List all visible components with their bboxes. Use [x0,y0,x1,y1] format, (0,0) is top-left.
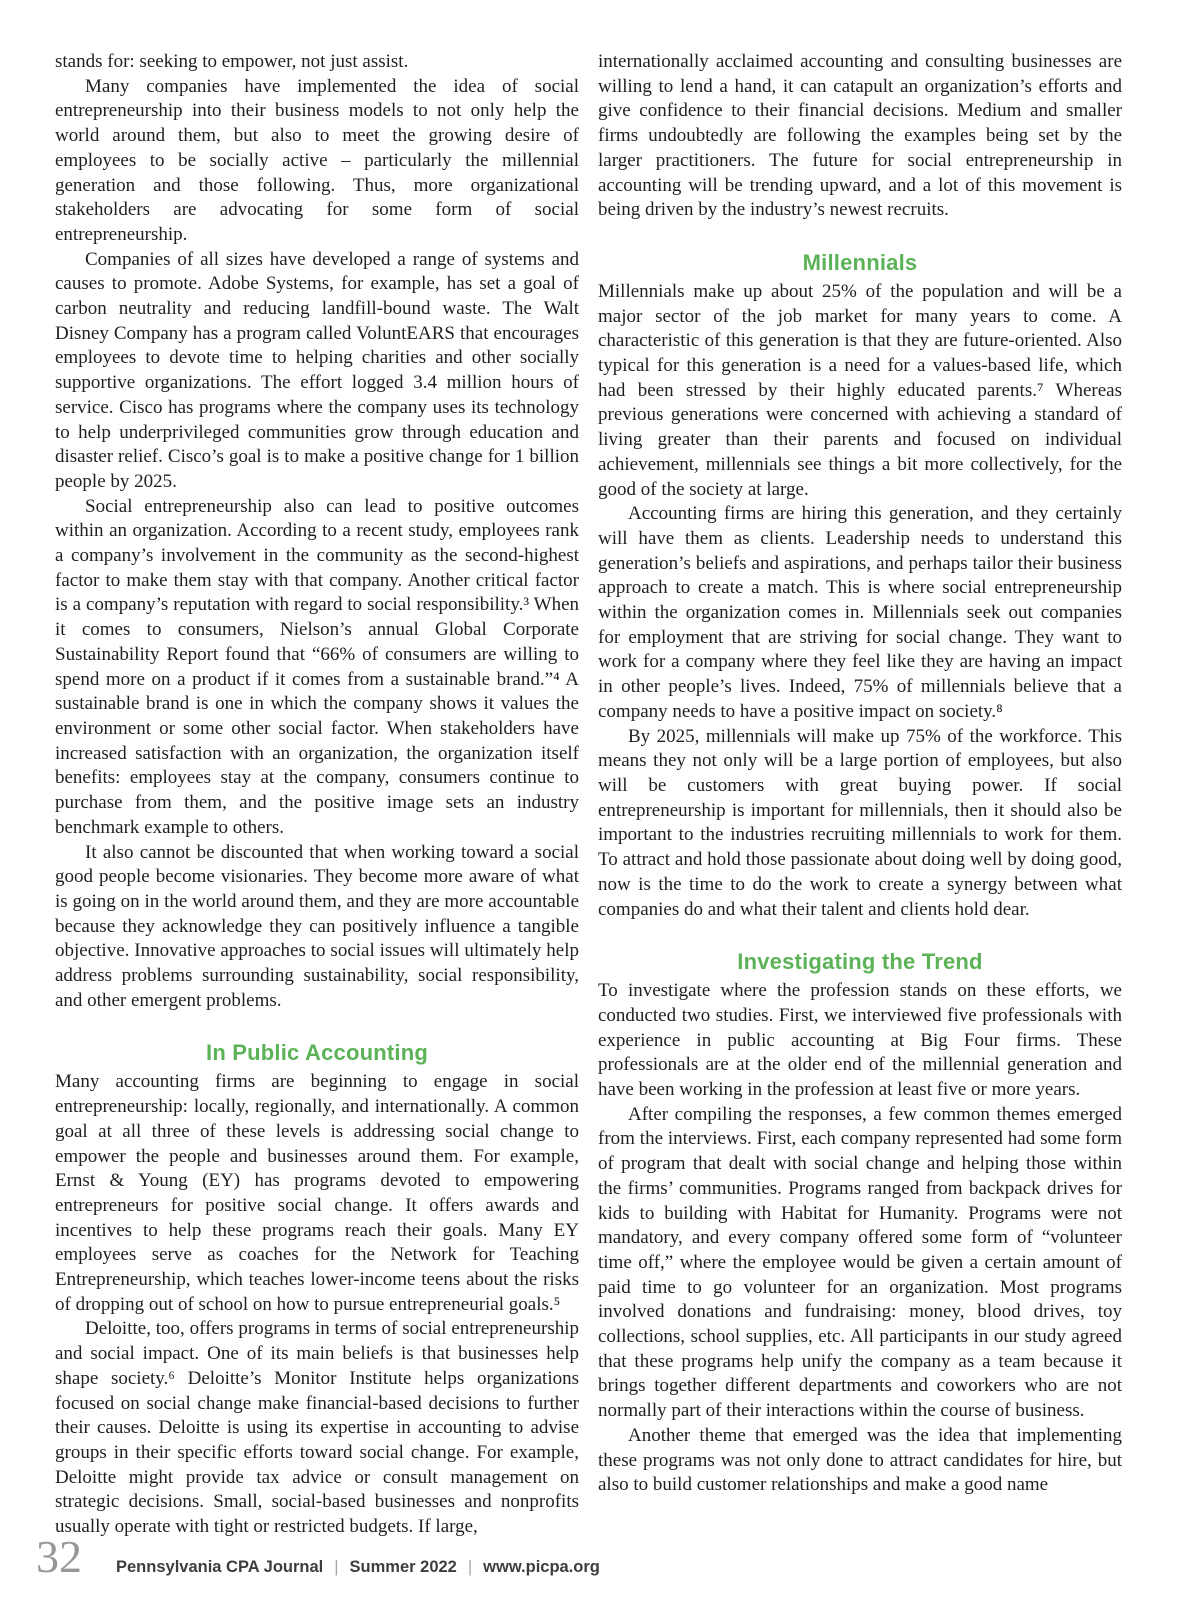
paragraph: Many accounting firms are beginning to engage in social entrepreneurship: locally, regionally, and internationally. A common goal at all three of these levels is addressing social change to empower the people and businesses around them. For example, Ernst & Young (EY) has programs devoted to empowering entrepreneurs for positive social change. It offers awards and incentives to help these programs reach their goals. Many EY employees serve as coaches for the Network for Teaching Entrepreneurship, which teaches lower-income teens about the risks of dropping out of school on how to pursue entrepreneurial goals.⁵ [55,1071,579,1315]
section-heading-investigating-the-trend: Investigating the Trend [737,949,983,975]
website-url: www.picpa.org [483,1558,600,1576]
paragraph: internationally acclaimed accounting and consulting businesses are willing to lend a hand, it can catapult an organization’s efforts and give confidence to their financial decisions. Medium and smaller firms undoubtedly are following the examples being set by the larger practitioners. The future for social entrepreneurship in accounting will be trending upward, and a lot of this movement is being driven by the industry’s newest recruits. [598,51,1122,221]
paragraph: Millennials make up about 25% of the population and will be a major sector of the job market for many years to come. A characteristic of this generation is that they are future-oriented. Also typical for this generation is a need for a values-based life, which had been stressed by their highly educated parents.⁷ Whereas previous generations were concerned with achieving a standard of living greater than their parents and focused on individual achievement, millennials see things a bit more collectively, for the good of the society at large. [598,280,1122,500]
issue-label: Summer 2022 [349,1558,457,1576]
paragraph: Another theme that emerged was the idea that implementing these programs was not only done to attract candidates for hire, but also to build customer relationships and make a good name [598,1424,1122,1496]
footer-separator: | [467,1558,473,1576]
footer-separator: | [334,1558,339,1576]
footer-meta [116,1558,600,1577]
paragraph: Deloitte, too, offers programs in terms of social entrepreneurship and social impact. One of its main beliefs is that businesses help shape society.⁶ Deloitte’s Monitor Institute helps organizations focused on social change make financial-based decisions to further their causes. Deloitte is using its expertise in accounting to advise groups in their specific efforts toward social change. For example, Deloitte might provide tax advice or consult management on strategic decisions. Small, social-based businesses and nonprofits usually operate with tight or restricted budgets. If large, [55,1318,579,1538]
right-column [598,50,1122,1540]
paragraph: By 2025, millennials will make up 75% of the workforce. This means they not only will be a large portion of employees, but also will be customers with great buying power. If social entrepreneurship is important for millennials, then it should also be important to the industries recruiting millennials to work for them. To attract and hold those passionate about doing well by doing good, now is the time to do the work to create a synergy between what companies do and what their talent and clients hold dear. [598,725,1122,920]
article-columns [55,50,1122,1540]
section-heading-millennials: Millennials [802,249,918,275]
journal-name: Pennsylvania CPA Journal [116,1558,324,1576]
paragraph: Many companies have implemented the idea of social entrepreneurship into their business models to not only help the world around them, but also to meet the growing desire of employees to be socially active – particularly the millennial generation and those following. Thus, more organizational stakeholders are advocating for some form of social entrepreneurship. [55,75,579,245]
left-column [55,50,579,1540]
paragraph: stands for: seeking to empower, not just assist. [55,51,409,72]
paragraph: After compiling the responses, a few common themes emerged from the interviews. First, each company represented had some form of program that dealt with social change and helping those within the firms’ communities. Programs ranged from backpack drives for kids to building with Habitat for Humanity. Programs were not mandatory, and every company offered some form of “volunteer time off,” where the employee would be given a certain amount of paid time to go volunteer for an organization. Most programs involved donations and fundraising: money, blood drives, toy collections, school supplies, etc. All participants in our study agreed that these programs help unify the company as a team because it brings together different departments and coworkers who are not normally part of their interactions within the course of business. [598,1103,1122,1422]
page-footer [36,1531,600,1582]
paragraph: To investigate where the profession stands on these efforts, we conducted two studies. First, we interviewed five professionals with experience in public accounting at Big Four firms. These professionals are at the older end of the millennial generation and have been working in the profession at least five or more years. [598,980,1122,1101]
paragraph: Accounting firms are hiring this generation, and they certainly will have them as clients. Leadership needs to understand this generation’s beliefs and aspirations, and perhaps tailor their business approach to create a match. This is where social entrepreneurship within the organization comes in. Millennials seek out companies for employment that are striving for social change. They want to work for a company where they feel like they are having an impact in other people’s lives. Indeed, 75% of millennials believe that a company needs to have a positive impact on society.⁸ [598,503,1122,722]
paragraph: Social entrepreneurship also can lead to positive outcomes within an organization. According to a recent study, employees rank a company’s involvement in the community as the second-highest factor to make them stay with that company. Another critical factor is a company’s reputation with regard to social responsibility.³ When it comes to consumers, Nielson’s annual Global Corporate Sustainability Report found that “66% of consumers are willing to spend more on a product if it comes from a sustainable brand.”⁴ A sustainable brand is one in which the company shows it values the environment or some other social factor. When stakeholders have increased satisfaction with an organization, the organization itself benefits: employees stay at the company, consumers continue to purchase from them, and the positive image sets an industry benchmark example to others. [55,495,579,838]
paragraph: It also cannot be discounted that when working toward a social good people become visionaries. They become more aware of what is going on in the world around them, and they are more accountable because they acknowledge they can positively influence a tangible objective. Innovative approaches to social issues will ultimately help address problems surrounding sustainability, social responsibility, and other emergent problems. [55,841,579,1011]
page-number: 32 [36,1531,82,1582]
section-heading-in-public-accounting: In Public Accounting [206,1040,428,1066]
paragraph: Companies of all sizes have developed a range of systems and causes to promote. Adobe Systems, for example, has set a goal of carbon neutrality and reducing landfill-bound waste. The Walt Disney Company has a program called VoluntEARS that encourages employees to devote time to helping charities and other socially supportive organizations. The effort logged 3.4 million hours of service. Cisco has programs where the company uses its technology to help underprivileged communities grow through education and disaster relief. Cisco’s goal is to make a positive change for 1 billion people by 2025. [55,248,579,492]
